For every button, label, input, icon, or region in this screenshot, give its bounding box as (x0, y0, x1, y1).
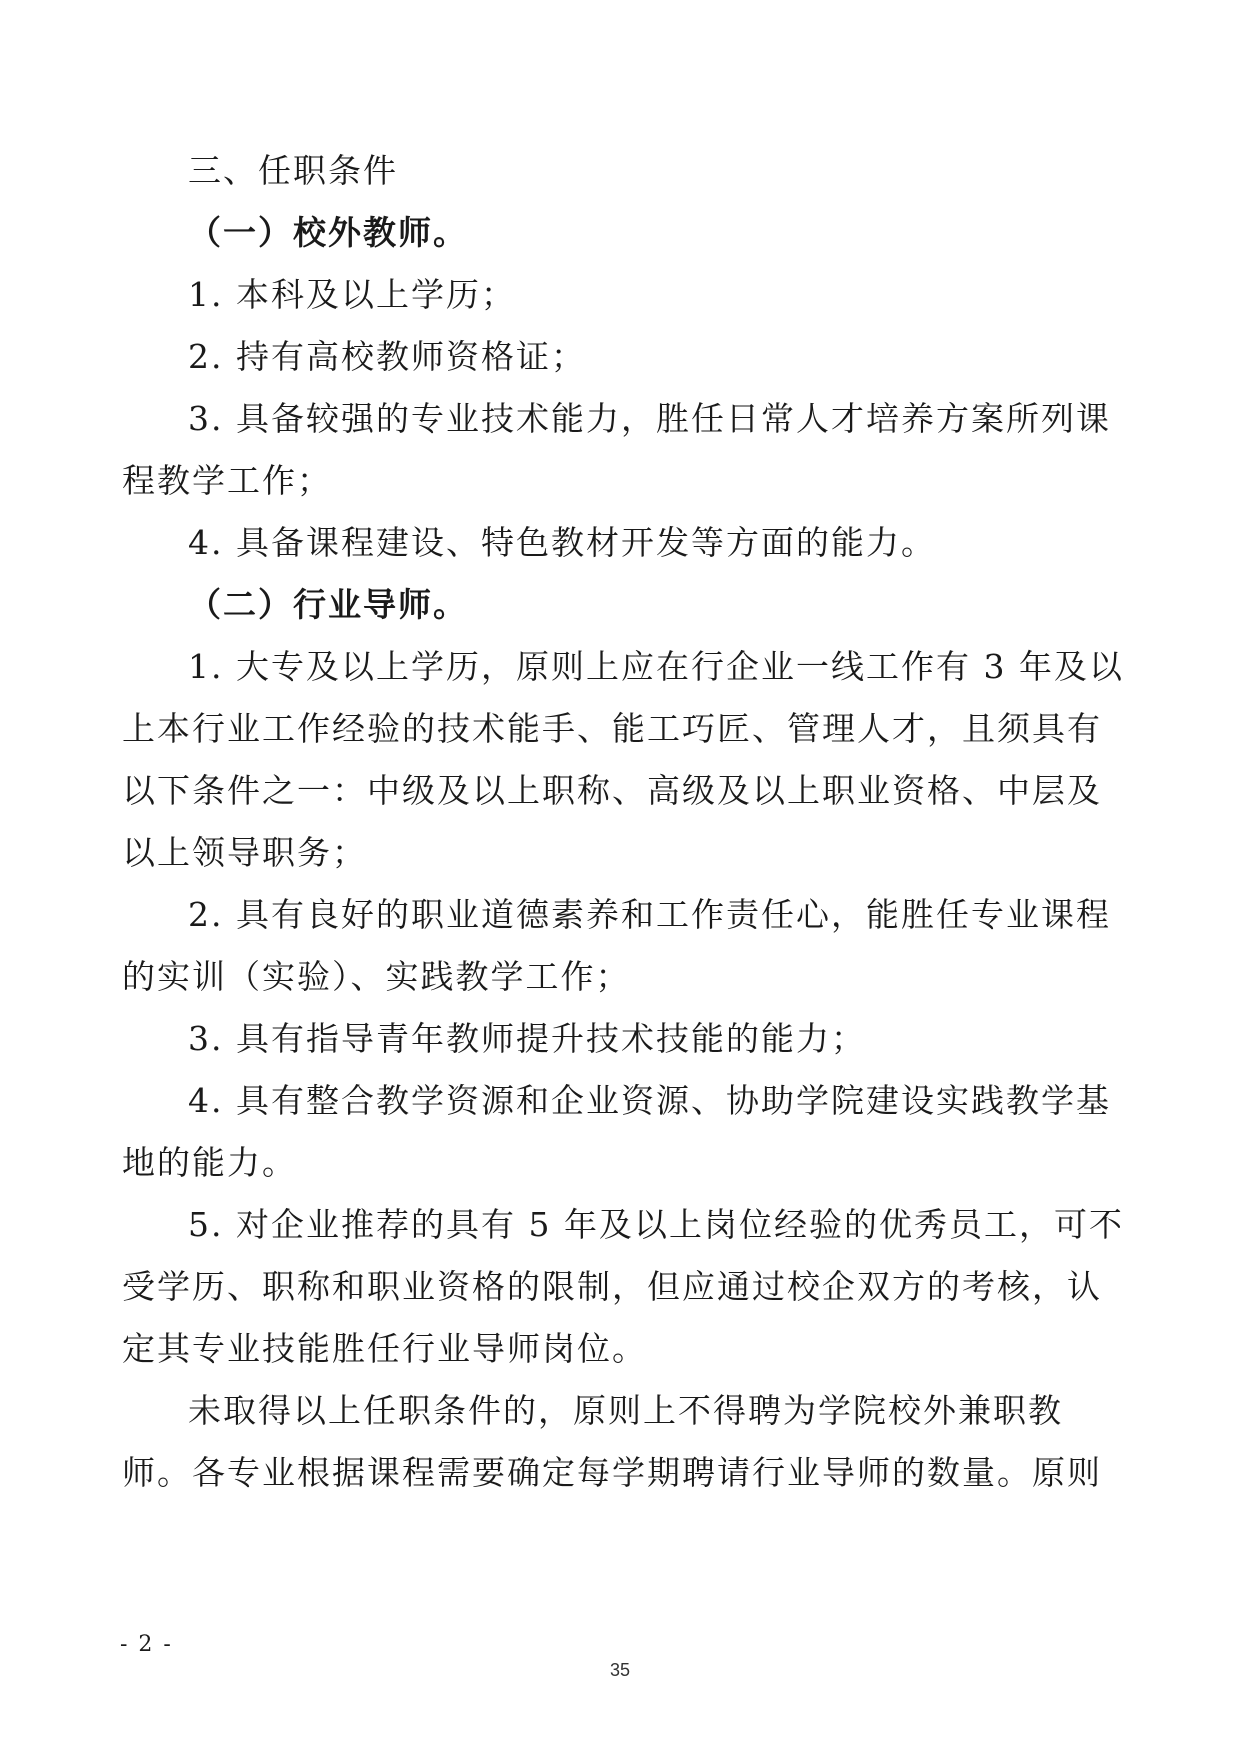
document-body (122, 140, 1124, 1504)
paragraph-line: 5. 对企业推荐的具有 5 年及以上岗位经验的优秀员工，可不 (188, 1205, 1124, 1244)
paragraph-line: 1. 本科及以上学历； (188, 275, 516, 314)
paragraph-line: 程教学工作； (122, 461, 332, 500)
paragraph-line: 的实训（实验）、实践教学工作； (122, 957, 631, 996)
paragraph-line: 4. 具备课程建设、特色教材开发等方面的能力。 (188, 523, 936, 562)
paragraph-line: 4. 具有整合教学资源和企业资源、协助学院建设实践教学基 (188, 1081, 1111, 1120)
paragraph-line: 以上领导职务； (122, 833, 367, 872)
paragraph-line: 定其专业技能胜任行业导师岗位。 (122, 1329, 647, 1368)
paragraph-line: 师。各专业根据课程需要确定每学期聘请行业导师的数量。原则 (122, 1453, 1102, 1492)
paragraph-line: 2. 持有高校教师资格证； (188, 337, 586, 376)
paragraph-line: 地的能力。 (122, 1143, 297, 1182)
subsection-heading-external-teachers: （一）校外教师。 (188, 213, 468, 252)
paragraph-line: 2. 具有良好的职业道德素养和工作责任心，能胜任专业课程 (188, 895, 1111, 934)
paragraph-line: 以下条件之一：中级及以上职称、高级及以上职业资格、中层及 (122, 771, 1102, 810)
paragraph-line: 未取得以上任职条件的，原则上不得聘为学院校外兼职教 (188, 1391, 1063, 1430)
paragraph-line: 受学历、职称和职业资格的限制，但应通过校企双方的考核，认 (122, 1267, 1102, 1306)
paragraph-line: 3. 具有指导青年教师提升技术技能的能力； (188, 1019, 866, 1058)
paragraph-line: 3. 具备较强的专业技术能力，胜任日常人才培养方案所列课 (188, 399, 1111, 438)
section-heading: 三、任职条件 (188, 151, 398, 190)
paragraph-line: 1. 大专及以上学历，原则上应在行企业一线工作有 3 年及以 (188, 647, 1124, 686)
footer-page-number: 35 (609, 1660, 631, 1680)
paragraph-line: 上本行业工作经验的技术能手、能工巧匠、管理人才，且须具有 (122, 709, 1102, 748)
page-marker: - 2 - (120, 1632, 173, 1657)
subsection-heading-industry-mentors: （二）行业导师。 (188, 585, 468, 624)
